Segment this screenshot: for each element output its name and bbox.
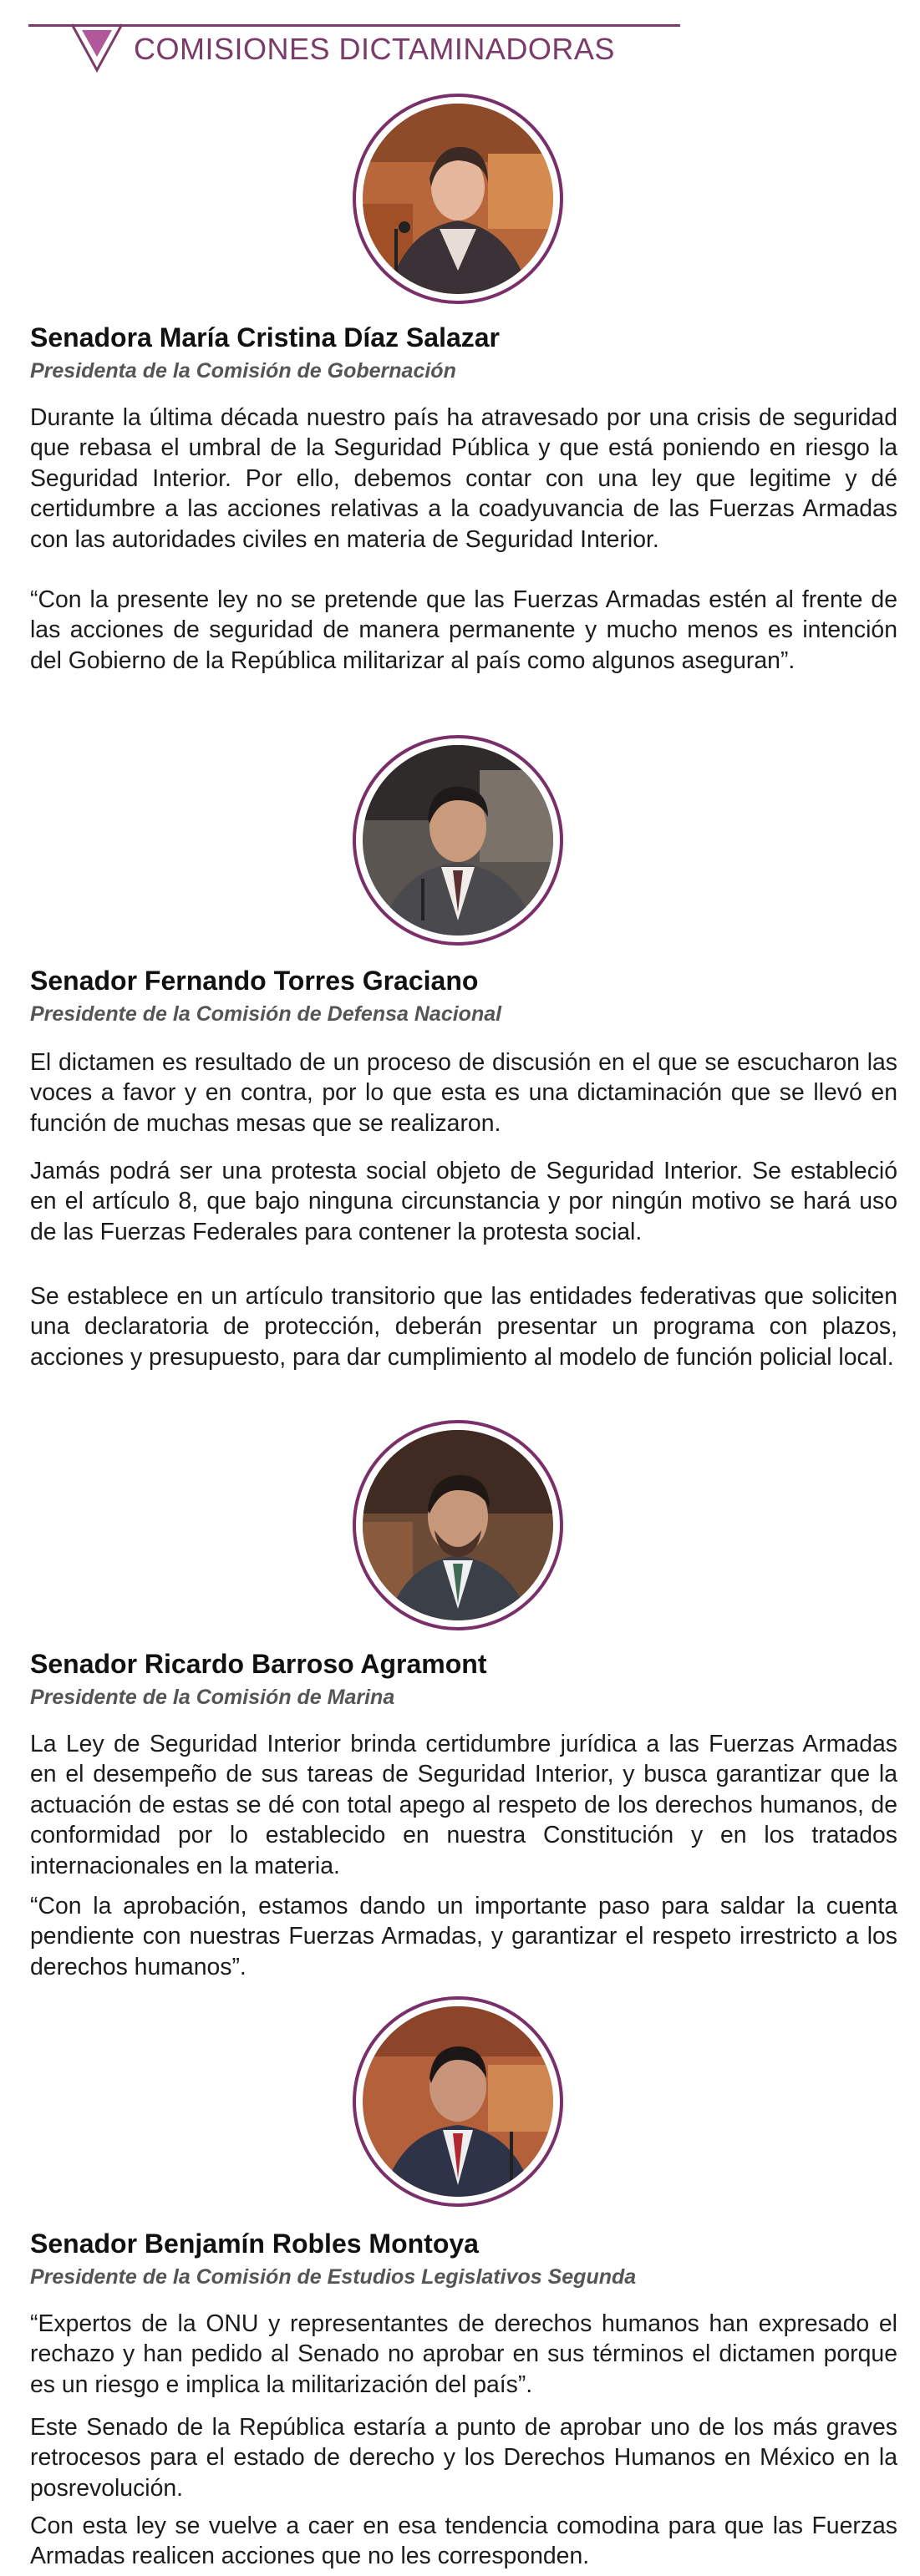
senator-role: Presidente de la Comisión de Defensa Nacional [30,1002,502,1026]
senator-name: Senadora María Cristina Díaz Salazar [30,322,500,352]
senator-photo-icon [363,1430,553,1620]
page-title: COMISIONES DICTAMINADORAS [134,32,615,66]
avatar [353,735,563,946]
paragraph: Este Senado de la República estaría a punto de aprobar uno de los más graves retrocesos para el estado de derecho y los Derechos Humanos en México en la posrevolución. [30,2414,897,2502]
paragraph: Jamás podrá ser una protesta social objeto de Seguridad Interior. Se estableció en el artículo 8, que bajo ninguna circunstancia y por ningún motivo se hará uso de las Fuerzas Federales para contener la protesta social. [30,1158,897,1245]
senator-role: Presidenta de la Comisión de Gobernación [30,359,456,383]
avatar [353,1420,563,1630]
paragraph: Se establece en un artículo transitorio que las entidades federativas que soliciten una declaratoria de protección, deberán presentar un programa con plazos, acciones y presupuesto, para dar cumplimiento al modelo de función policial local. [30,1283,897,1371]
paragraph: La Ley de Seguridad Interior brinda certidumbre jurídica a las Fuerzas Armadas en el desempeño de sus tareas de Seguridad Interior, y busca garantizar que la actuación de estas se dé con total apego al respeto de los derechos humanos, de conformidad por lo establecido en nuestra Constitución y en los tratados internacionales en la materia. [30,1731,897,1879]
section-header [28,22,680,75]
paragraph: El dictamen es resultado de un proceso de discusión en el que se escucharon las voces a favor y en contra, por lo que esta es una dictaminación que se llevó en función de muchas mesas que se realizaron. [30,1049,897,1137]
senator-photo-icon [363,2006,553,2197]
senator-name: Senador Ricardo Barroso Agramont [30,1649,487,1679]
senator-name: Senador Benjamín Robles Montoya [30,2229,479,2259]
avatar [353,1996,563,2207]
senator-role: Presidente de la Comisión de Marina [30,1686,395,1709]
quote-paragraph: “Expertos de la ONU y representantes de derechos humanos han expresado el rechazo y han pedido al Senado no aprobar en sus términos el dictamen porque es un riesgo e implica la militarización del país”. [30,2310,897,2398]
quote-paragraph: “Con la aprobación, estamos dando un importante paso para saldar la cuenta pendiente con nuestras Fuerzas Armadas, y garantizar el respeto irrestricto a los derechos humanos”. [30,1893,897,1980]
paragraph: Con esta ley se vuelve a caer en esa tendencia comodina para que las Fuerzas Armadas realicen acciones que no les corresponden. [30,2513,897,2570]
quote-paragraph: “Con la presente ley no se pretende que las Fuerzas Armadas estén al frente de las acciones de seguridad de manera permanente y mucho menos es intención del Gobierno de la República militarizar al país como algunos aseguran”. [30,586,897,674]
paragraph: Durante la última década nuestro país ha atravesado por una crisis de seguridad que rebasa el umbral de la Seguridad Pública y que está poniendo en riesgo la Seguridad Interior. Por ello, debemos contar con una ley que legitime y dé certidumbre a las acciones relativas a la coadyuvancia de las Fuerzas Armadas con las autoridades civiles en materia de Seguridad Interior. [30,404,897,553]
chevron-down-icon [28,22,129,75]
avatar [353,94,563,304]
senator-role: Presidente de la Comisión de Estudios Legislativos Segunda [30,2265,637,2289]
senator-photo-icon [363,104,553,294]
senator-photo-icon [363,745,553,936]
senator-name: Senador Fernando Torres Graciano [30,966,479,996]
